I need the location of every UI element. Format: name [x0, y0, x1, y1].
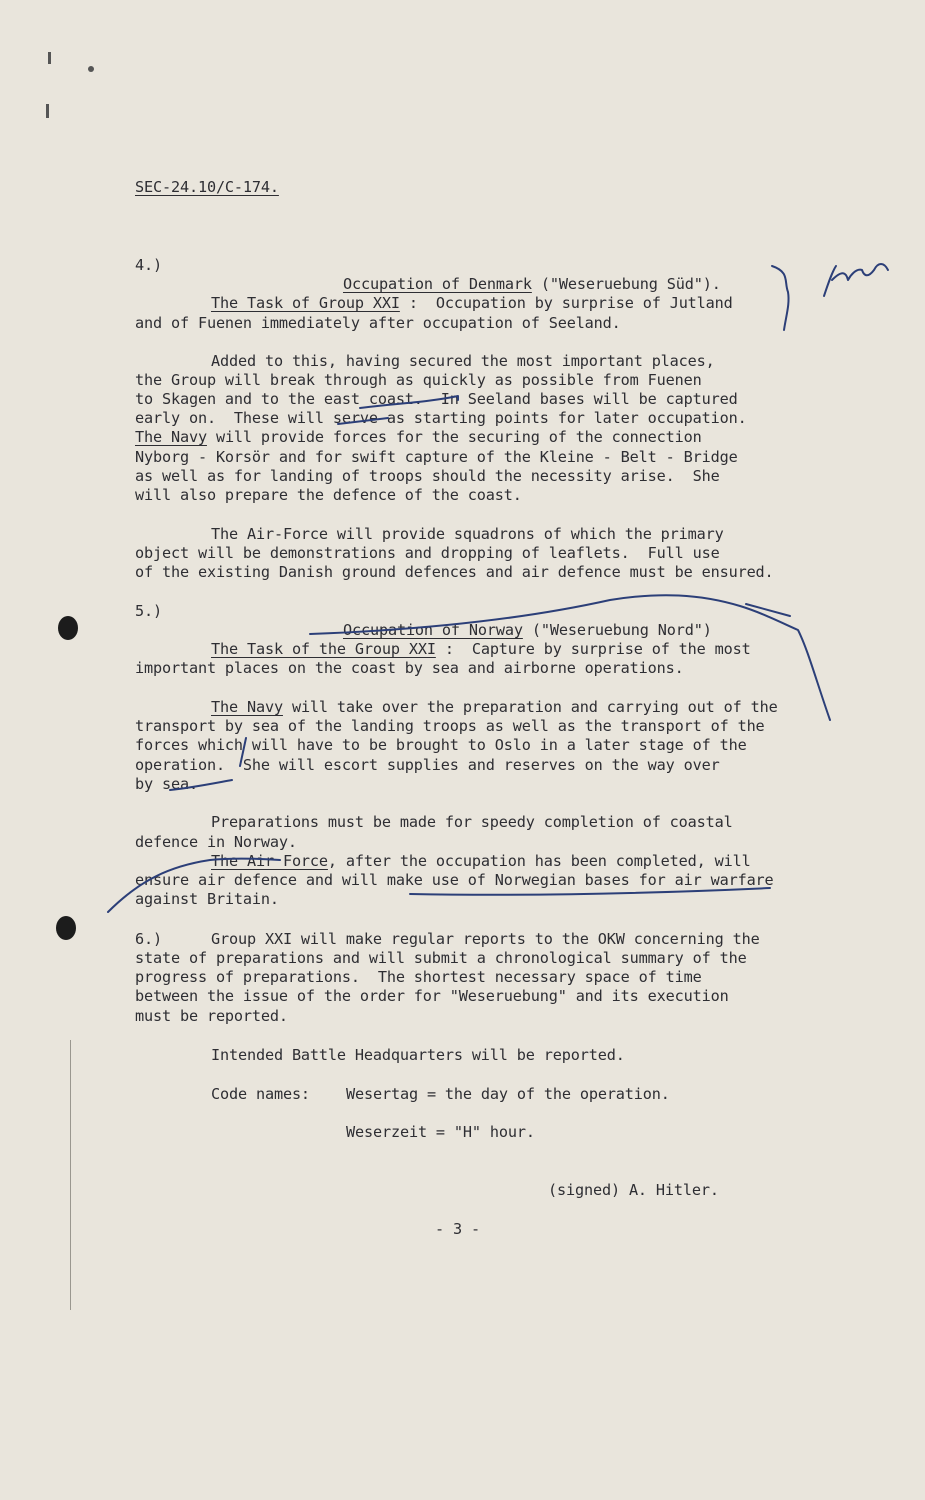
margin-mark — [88, 66, 94, 72]
section-6-line-5: must be reported. — [135, 1007, 288, 1025]
section-5-navy-line-2: transport by sea of the landing troops as well as the transport of the — [135, 717, 765, 735]
section-5-prep-line-1: Preparations must be made for speedy completion of coastal — [211, 813, 733, 831]
section-5-navy-line-3: forces which will have to be brought to Oslo in a later stage of the — [135, 736, 747, 754]
section-5-heading-paren: ("Weseruebung Nord") — [531, 621, 712, 639]
section-4-task-line-2: and of Fuenen immediately after occupation of Seeland. — [135, 314, 621, 332]
margin-bracket-section-4 — [772, 266, 789, 330]
section-4-task-sep: : — [399, 294, 418, 312]
section-5-number: 5.) — [135, 602, 162, 620]
battle-headquarters-line: Intended Battle Headquarters will be reported. — [211, 1046, 625, 1064]
punch-hole-top — [58, 616, 78, 640]
section-5-air-line-3: against Britain. — [135, 890, 279, 908]
margin-scribble — [824, 264, 888, 296]
section-5-air-rest: , after the occupation has been completed, will — [327, 852, 751, 870]
margin-mark — [46, 104, 49, 118]
punch-hole-bottom — [56, 916, 76, 940]
section-5-task — [211, 640, 751, 659]
document-reference: SEC-24.10/C-174. — [135, 178, 279, 196]
section-5-task-line-2: important places on the coast by sea and airborne operations. — [135, 659, 684, 677]
section-5-navy-rest: will take over the preparation and carrying out of the — [282, 698, 778, 716]
section-5-task-sep: : — [435, 640, 454, 658]
section-5-air-line-2: ensure air defence and will make use of Norwegian bases for air warfare — [135, 871, 774, 889]
section-5-navy-line-4: operation. She will escort supplies and reserves on the way over — [135, 756, 720, 774]
section-4-para3-line-3: of the existing Danish ground defences and air defence must be ensured. — [135, 563, 774, 581]
section-6-line-4: between the issue of the order for "Weseruebung" and its execution — [135, 987, 729, 1005]
section-4-task-text: Occupation by surprise of Jutland — [417, 294, 733, 312]
code-name-wesertag: Wesertag = the day of the operation. — [346, 1085, 670, 1103]
section-5-air-label: The Air Force — [211, 852, 328, 870]
section-4-task — [211, 294, 733, 313]
section-6-number: 6.) — [135, 930, 162, 948]
section-4-navy-label: The Navy — [135, 428, 207, 446]
signature: (signed) A. Hitler. — [548, 1181, 719, 1199]
page-number: - 3 - — [435, 1220, 480, 1238]
section-5-navy-label: The Navy — [211, 698, 283, 716]
section-6-line-1: Group XXI will make regular reports to the OKW concerning the — [211, 930, 760, 948]
section-4-task-label: The Task of Group XXI — [211, 294, 400, 312]
section-5-heading-text: Occupation of Norway — [342, 621, 523, 639]
section-4-para2-line-7: as well as for landing of troops should the necessity arise. She — [135, 467, 720, 485]
section-5-navy — [211, 698, 778, 717]
section-4-para3-line-2: object will be demonstrations and dropping of leaflets. Full use — [135, 544, 720, 562]
margin-mark — [70, 1040, 71, 1310]
section-5-task-label: The Task of the Group XXI — [211, 640, 436, 658]
section-4-para2-line-1: Added to this, having secured the most important places, — [211, 352, 715, 370]
section-5-prep-line-2: defence in Norway. — [135, 833, 297, 851]
section-5-air — [211, 852, 751, 871]
section-4-heading-paren: ("Weseruebung Süd"). — [540, 275, 721, 293]
section-4-para3-line-1: The Air-Force will provide squadrons of which the primary — [211, 525, 724, 543]
section-5-task-text: Capture by surprise of the most — [453, 640, 751, 658]
section-4-para2-line-8: will also prepare the defence of the coast. — [135, 486, 522, 504]
section-4-para2-line-4: early on. These will serve as starting points for later occupation. — [135, 409, 747, 427]
section-4-navy-rest: will provide forces for the securing of the connection — [206, 428, 702, 446]
code-names-label: Code names: — [211, 1085, 310, 1103]
section-4-para2-line-3: to Skagen and to the east coast. In Seeland bases will be captured — [135, 390, 738, 408]
section-4-heading-text: Occupation of Denmark — [342, 275, 532, 293]
code-name-weserzeit: Weserzeit = "H" hour. — [346, 1123, 535, 1141]
section-6-line-3: progress of preparations. The shortest necessary space of time — [135, 968, 702, 986]
margin-mark — [48, 52, 51, 64]
section-6-line-2: state of preparations and will submit a chronological summary of the — [135, 949, 747, 967]
section-4-para2-line-2: the Group will break through as quickly as possible from Fuenen — [135, 371, 702, 389]
pencil-stroke — [746, 604, 790, 616]
section-5-navy-line-5: by sea. — [135, 775, 198, 793]
section-4-navy — [135, 428, 702, 447]
section-4-number: 4.) — [135, 256, 162, 274]
section-4-para2-line-6: Nyborg - Korsör and for swift capture of the Kleine - Belt - Bridge — [135, 448, 738, 466]
